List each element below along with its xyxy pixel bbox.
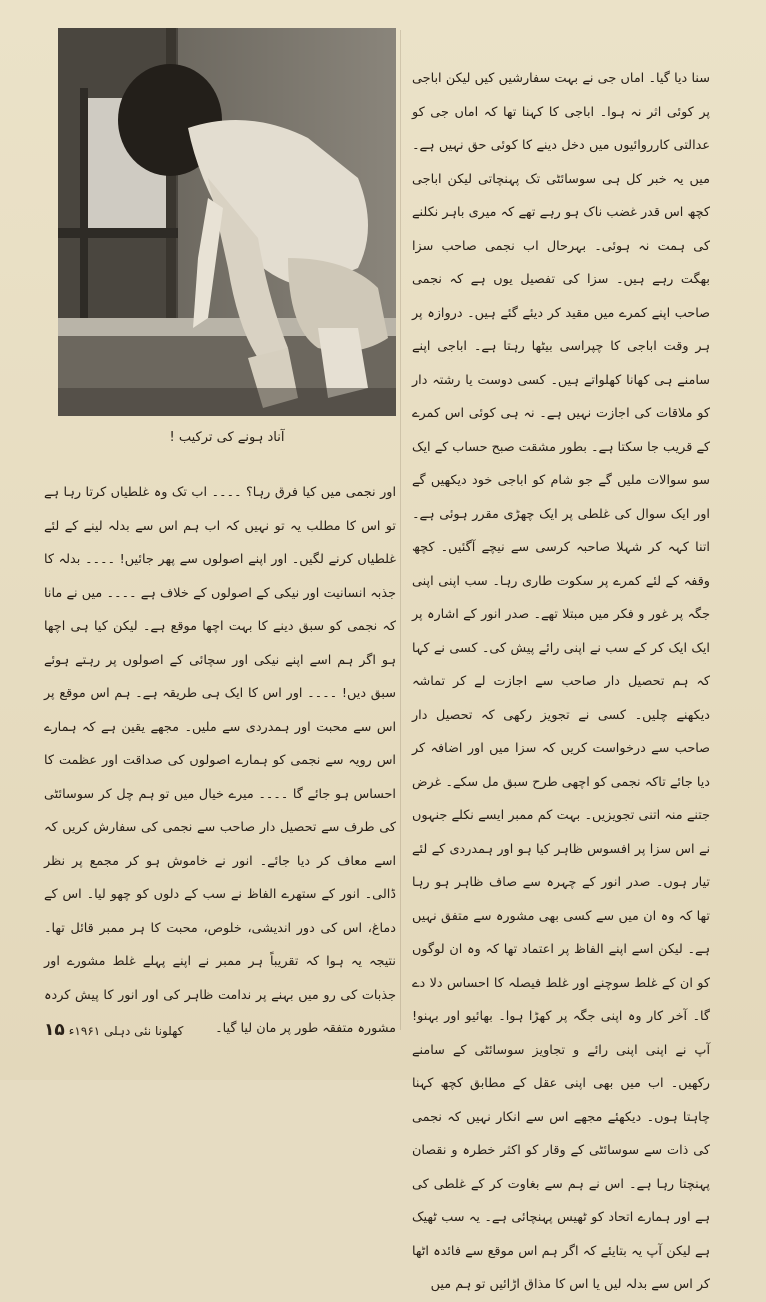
body-paragraph: سنا دیا گیا۔ اماں جی نے بہت سفارشیں کیں لیکن اباجی پر کوئی اثر نہ ہوا۔ اباجی کا کہنا تھا کہ اماں جی کو عدالتی کارروائیوں میں دخل دینے کا کوئی حق نہیں ہے۔ میں یہ خبر کل ہی سوسائٹی تک پہنچاتی لیکن اباجی کچھ اس قدر غضب ناک ہو رہے تھے کہ میری باہر نکلنے کی ہمت نہ ہوئی۔ بہرحال اب نجمی صاحب سزا بھگت رہے ہیں۔ سزا کی تفصیل یوں ہے کہ نجمی صاحب اپنے کمرے میں مقید کر دیئے گئے ہیں۔ دروازہ پر ہر وقت اباجی کا چپراسی بیٹھا رہتا ہے۔ اباجی اپنے سامنے ہی کھانا کھلواتے ہیں۔ کسی دوست یا رشتہ دار کو ملاقات کی اجازت نہیں ہے۔ نہ ہی کوئی اس کمرے کے قریب جا سکتا ہے۔ بطور مشقت صبح حساب کے ایک سو سوالات ملیں گے جو شام کو اباجی خود دیکھیں گے اور ایک سوال کی غلطی پر ایک چھڑی مقرر ہوئی ہے۔ اتنا کہہ کر شہلا صاحبہ کرسی سے نیچے آگئیں۔ کچھ وقفہ کے لئے کمرے پر سکوت طاری رہا۔ سب اپنی اپنی جگہ پر غور و فکر میں مبتلا تھے۔ صدر انور کے اشارہ پر ایک ایک کر کے سب نے اپنی رائے پیش کی۔ کسی نے کہا کہ ہم تحصیل دار صاحب سے اجازت لے کر تماشہ دیکھنے چلیں۔ کسی نے تجویز رکھی کہ تحصیل دار صاحب سے درخواست کریں کہ سزا میں اور اضافہ کر دیا جائے تاکہ نجمی کو اچھی طرح سبق مل سکے۔ غرض جتنے منہ اتنی تجویزیں۔ بہت کم ممبر ایسے نکلے جنہوں نے اس سزا پر افسوس ظاہر کیا ہو اور ہمدردی کے لئے تیار ہوں۔ صدر انور کے چہرہ سے صاف ظاہر ہو رہا تھا کہ وہ ان میں سے کسی بھی مشورہ سے متفق نہیں ہے۔ لیکن اسے اپنے الفاظ پر اعتماد تھا کہ وہ ان لوگوں کو ان کے غلط سوچنے اور غلط فیصلہ کا احساس دلا دے گا۔ آخر کار وہ اپنی جگہ پر کھڑا ہوا۔ بھائیو اور بہنو! آپ نے اپنی اپنی رائے و تجاویز سوسائٹی کے سامنے رکھیں۔ اب میں بھی اپنی عقل کے مطابق کچھ کہنا چاہتا ہوں۔ دیکھئے مجھے اس سے انکار نہیں کہ نجمی کی ذات سے سوسائٹی کے وقار کو اکثر خطرہ و نقصان پہنچتا رہا ہے۔ اس نے ہم سے بغاوت کر کے غلطی کی ہے اور ہمارے اتحاد کو ٹھیس پہنچائی ہے۔ یہ سب ٹھیک ہے لیکن آپ یہ بتایئے کہ اگر ہم اس موقع سے فائدہ اٹھا کر اس سے بدلہ لیں یا اس کا مذاق اڑائیں تو ہم میں	[411, 71, 710, 1292]
child-climbing-photo-icon	[58, 28, 396, 416]
photo-caption: آناد ہونے کی ترکیب !	[169, 430, 285, 445]
body-paragraph: اور نجمی میں کیا فرق رہا؟ ۔۔۔۔ اب تک وہ غلطیاں کرتا رہا ہے تو اس کا مطلب یہ تو نہیں کہ اب ہم اس سے بدلہ لینے کے لئے غلطیاں کرنے لگیں۔ اور اپنے اصولوں سے پھر جائیں! ۔۔۔۔ بدلہ کا جذبہ انسانیت اور نیکی کے اصولوں کے خلاف ہے ۔۔۔۔ میں نے مانا کہ نجمی کو سبق دینے کا بہت اچھا موقع ہے۔ لیکن کیا ہی اچھا ہو اگر ہم اسے اپنے نیکی اور سچائی کے اصولوں پر رہتے ہوئے سبق دیں! ۔۔۔۔ اور اس کا ایک ہی طریقہ ہے۔ ہم اس موقع پر اس سے محبت اور ہمدردی سے ملیں۔ مجھے یقین ہے کہ ہمارے اس رویہ سے نجمی کو ہمارے اصولوں کی صداقت اور عظمت کا احساس ہو جائے گا ۔۔۔۔ میرے خیال میں تو ہم چل کر سوسائٹی کی طرف سے تحصیل دار صاحب سے نجمی کی سفارش کریں کہ اسے معاف کر دیا جائے۔ انور نے خاموش ہو کر مجمع پر نظر ڈالی۔ انور کے ستھرے الفاظ نے سب کے دلوں کو چھو لیا۔ اس کے دماغ، اس کی دور اندیشی، خلوص، محبت کا ہر ممبر قائل تھا۔ نتیجہ یہ ہوا کہ تقریباً ہر ممبر نے اپنے پہلے غلط مشورے اور جذبات کی رو میں بہنے پر ندامت ظاہر کی اور انور کا پیش کردہ مشورہ متفقہ طور پر مان لیا گیا۔	[44, 485, 396, 1036]
page-footer	[44, 1020, 183, 1040]
text-column-right	[412, 62, 710, 1302]
text-column-left	[44, 476, 396, 1046]
magazine-issue: کھلونا نئی دہلی ۱۹۶۱ء	[68, 1024, 184, 1038]
illustration-photo	[58, 28, 396, 416]
page-number: ۱۵	[44, 1020, 65, 1040]
column-divider	[400, 30, 401, 1030]
